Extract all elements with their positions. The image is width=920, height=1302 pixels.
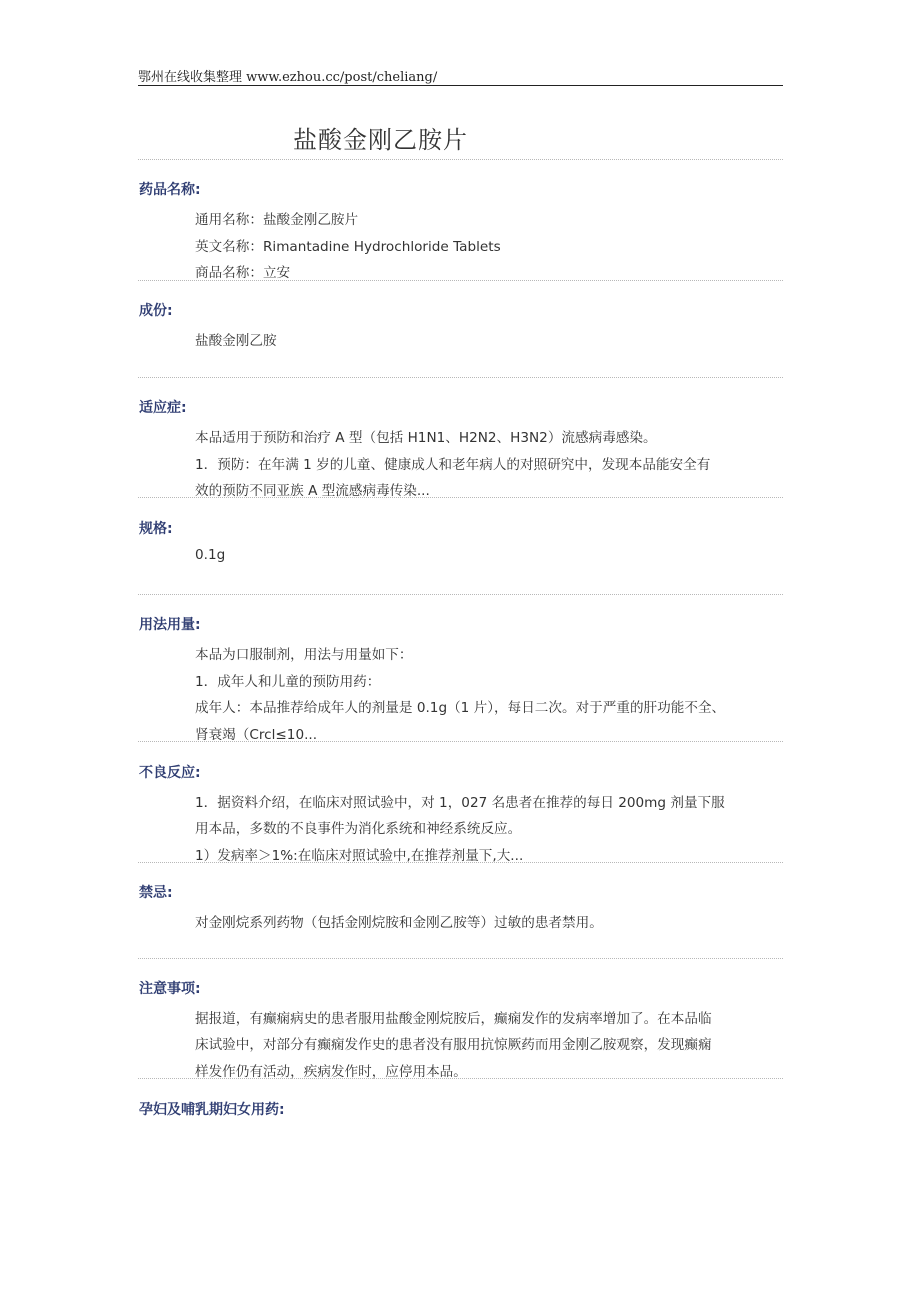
section-line: 1．成年人和儿童的预防用药：	[195, 674, 381, 690]
divider	[138, 280, 783, 281]
section-line: 0.1g	[195, 547, 226, 563]
divider	[138, 594, 783, 595]
divider	[138, 862, 783, 863]
section-line: 据报道，有癫痫病史的患者服用盐酸金刚烷胺后，癫痫发作的发病率增加了。在本品临	[195, 1011, 712, 1027]
section-heading: 注意事项:	[139, 981, 201, 997]
divider	[138, 1078, 783, 1079]
divider	[138, 497, 783, 498]
section-line: 1．预防：在年满 1 岁的儿童、健康成人和老年病人的对照研究中，发现本品能安全有	[195, 457, 711, 473]
section-line: 用本品，多数的不良事件为消化系统和神经系统反应。	[195, 821, 522, 837]
section-heading: 规格:	[139, 521, 173, 537]
section-line: 效的预防不同亚族 A 型流感病毒传染...	[195, 483, 430, 499]
section-heading: 不良反应:	[139, 765, 201, 781]
section-heading: 禁忌:	[139, 885, 173, 901]
divider	[138, 958, 783, 959]
section-line: 本品为口服制剂，用法与用量如下：	[195, 647, 413, 663]
divider	[138, 159, 783, 160]
section-heading: 成份:	[139, 303, 173, 319]
section-heading: 药品名称:	[139, 182, 201, 198]
section-line: 床试验中，对部分有癫痫发作史的患者没有服用抗惊厥药而用金刚乙胺观察，发现癫痫	[195, 1037, 712, 1053]
section-line: 1．据资料介绍，在临床对照试验中，对 1，027 名患者在推荐的每日 200mg 剂量下服	[195, 795, 725, 811]
section-line: 1）发病率＞1%:在临床对照试验中,在推荐剂量下,大...	[195, 848, 524, 864]
document-title: 盐酸金刚乙胺片	[293, 126, 468, 154]
section-line: 本品适用于预防和治疗 A 型（包括 H1N1、H2N2、H3N2）流感病毒感染。	[195, 430, 657, 446]
header-divider	[138, 85, 783, 86]
section-line: 商品名称：立安	[195, 265, 291, 281]
section-heading: 适应症:	[139, 400, 187, 416]
section-line: 肾衰竭（Crcl≤10...	[195, 727, 318, 743]
header-source-text: 鄂州在线收集整理 www.ezhou.cc/post/cheliang/	[138, 70, 438, 85]
section-line: 通用名称：盐酸金刚乙胺片	[195, 212, 359, 228]
section-line: 对金刚烷系列药物（包括金刚烷胺和金刚乙胺等）过敏的患者禁用。	[195, 915, 603, 931]
section-line: 样发作仍有活动，疾病发作时，应停用本品。	[195, 1064, 467, 1080]
section-line: 英文名称：Rimantadine Hydrochloride Tablets	[195, 239, 501, 255]
section-heading: 孕妇及哺乳期妇女用药:	[139, 1102, 285, 1118]
divider	[138, 377, 783, 378]
section-heading: 用法用量:	[139, 617, 201, 633]
divider	[138, 741, 783, 742]
section-line: 盐酸金刚乙胺	[195, 333, 277, 349]
section-line: 成年人：本品推荐给成年人的剂量是 0.1g（1 片），每日二次。对于严重的肝功能不全、	[195, 700, 726, 716]
